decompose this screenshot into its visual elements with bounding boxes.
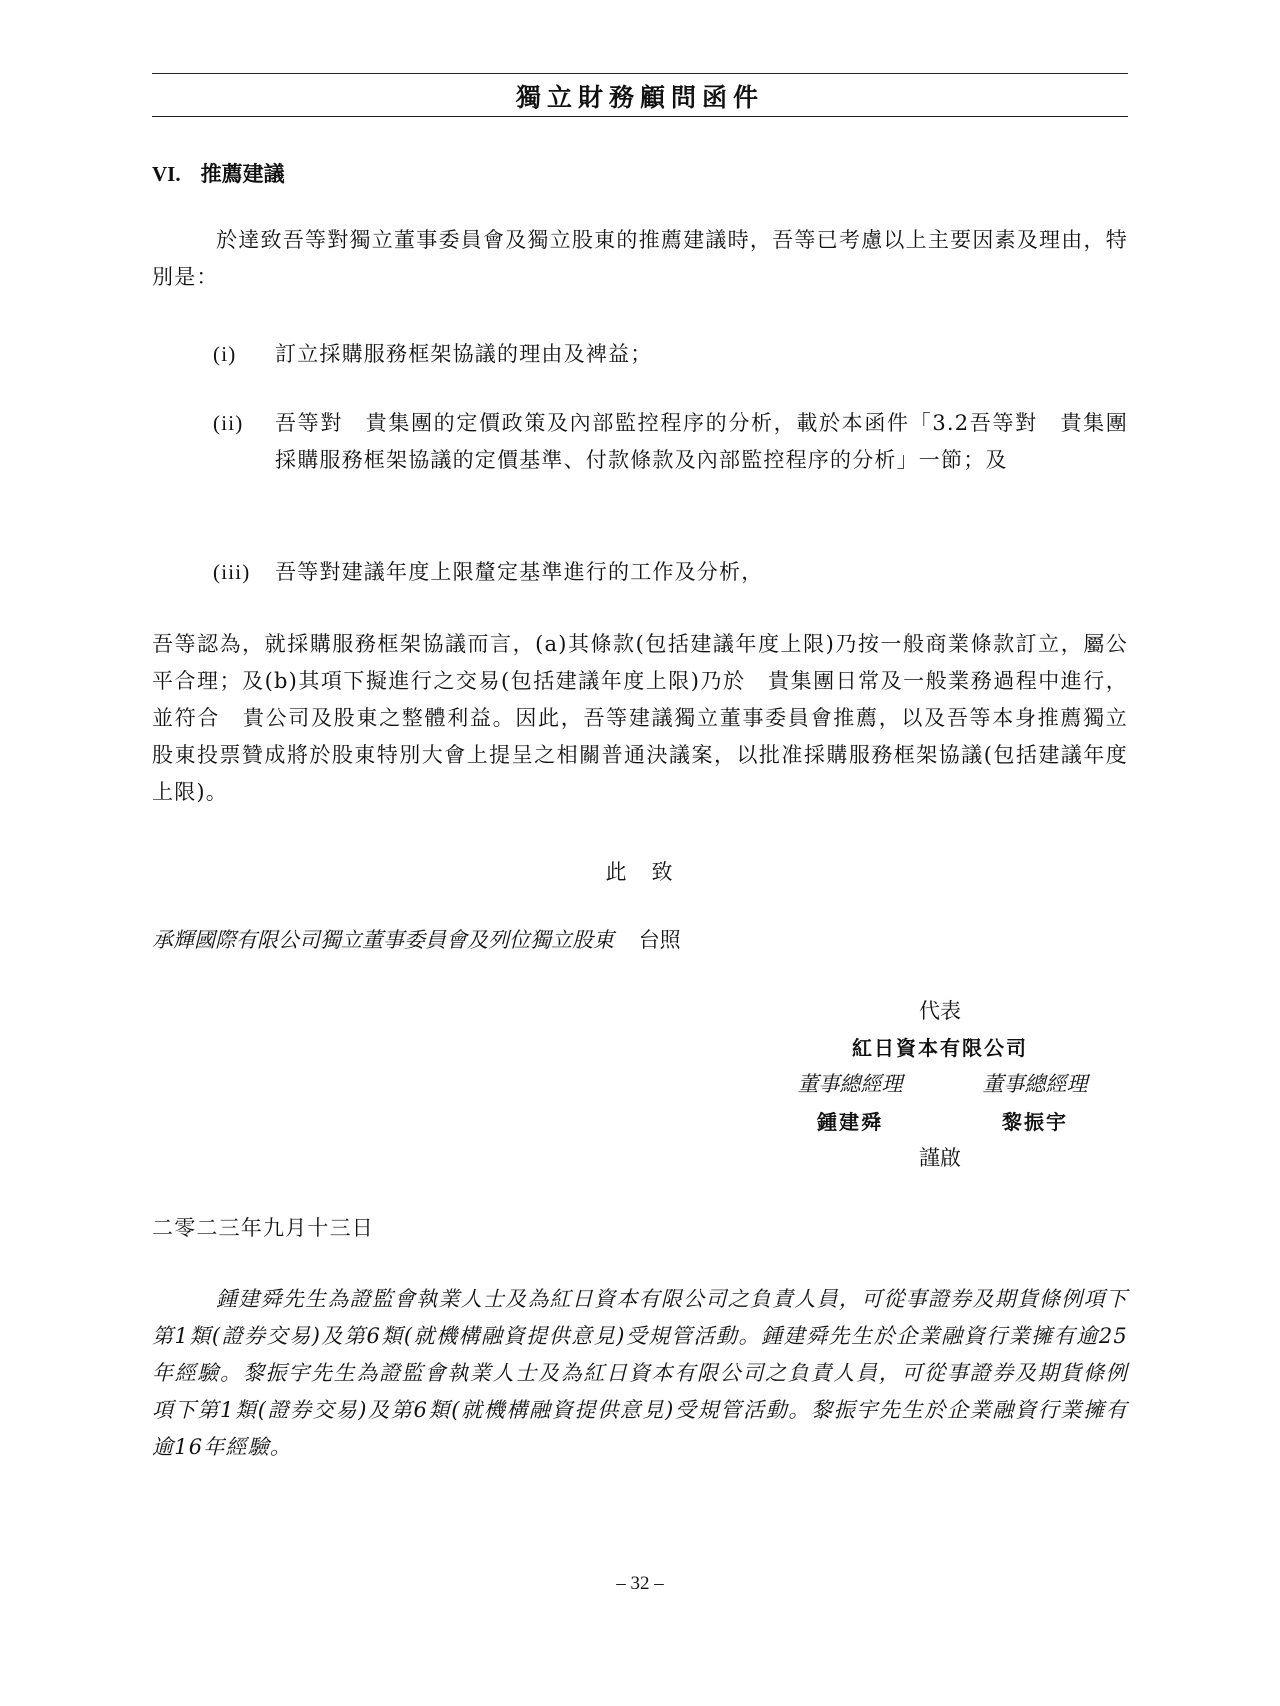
conclusion-paragraph: 吾等認為，就採購服務框架協議而言，(a)其條款(包括建議年度上限)乃按一般商業條款訂立，屬公平合理；及(b)其項下擬進行之交易(包括建議年度上限)乃於 貴集團日常及一般業務過程中進行，並符合 貴公司及股東之整體利益。因此，吾等建議獨立董事委員會推薦，以及吾等本身推薦獨立股東投票贊成將於股東特別大會上提呈之相關普通決議案，以批准採購服務框架協議(包括建議年度上限)。 xyxy=(152,632,1128,804)
signing-company: 紅日資本有限公司 xyxy=(852,1036,1028,1060)
signer-name: 鍾建舜 xyxy=(817,1110,883,1134)
list-item-marker: (iii) xyxy=(213,560,251,584)
section-title: 推薦建議 xyxy=(200,162,285,186)
letter-date: 二零二三年九月十三日 xyxy=(152,1216,374,1240)
section-number: VI. xyxy=(152,162,181,186)
list-item xyxy=(213,336,1128,373)
list-item-text: 訂立採購服務框架協議的理由及裨益； xyxy=(275,342,653,366)
addressee-suffix: 台照 xyxy=(638,928,681,952)
page-header-title: 獨立財務顧問函件 xyxy=(515,83,764,112)
salutation: 此 致 xyxy=(605,860,675,884)
header-top-rule xyxy=(152,73,1128,74)
list-item xyxy=(213,405,1128,479)
list-item-marker: (ii) xyxy=(213,411,244,435)
list-item-marker: (i) xyxy=(213,342,237,366)
header-bottom-rule xyxy=(152,116,1128,117)
signer-title: 董事總經理 xyxy=(982,1072,1088,1096)
signer-title: 董事總經理 xyxy=(797,1072,903,1096)
signer-credentials-note: 鍾建舜先生為證監會執業人士及為紅日資本有限公司之負責人員，可從事證券及期貨條例項下第1類(證券交易)及第6類(就機構融資提供意見)受規管活動。鍾建舜先生於企業融資行業擁有逾25年經驗。黎振宇先生為證監會執業人士及為紅日資本有限公司之負責人員，可從事證券及期貨條例項下第1類(證券交易)及第6類(就機構融資提供意見)受規管活動。黎振宇先生於企業融資行業擁有逾16年經驗。 xyxy=(152,1287,1128,1459)
section-heading xyxy=(152,158,285,188)
addressee-line xyxy=(152,924,681,954)
list-item-text: 吾等對 貴集團的定價政策及內部監控程序的分析，載於本函件「3.2吾等對 貴集團採購服務框架協議的定價基準、付款條款及內部監控程序的分析」一節；及 xyxy=(275,411,1128,472)
signer-name: 黎振宇 xyxy=(1002,1110,1068,1134)
addressee: 承輝國際有限公司獨立董事委員會及列位獨立股東 xyxy=(152,928,614,952)
intro-paragraph: 於達致吾等對獨立董事委員會及獨立股東的推薦建議時，吾等已考慮以上主要因素及理由，特別是： xyxy=(152,228,1128,289)
regards: 謹啟 xyxy=(919,1146,961,1170)
list-item-text: 吾等對建議年度上限釐定基準進行的工作及分析， xyxy=(275,560,764,584)
page-number: – 32 – xyxy=(616,1573,664,1594)
list-item xyxy=(213,554,1128,591)
on-behalf: 代表 xyxy=(919,999,961,1023)
